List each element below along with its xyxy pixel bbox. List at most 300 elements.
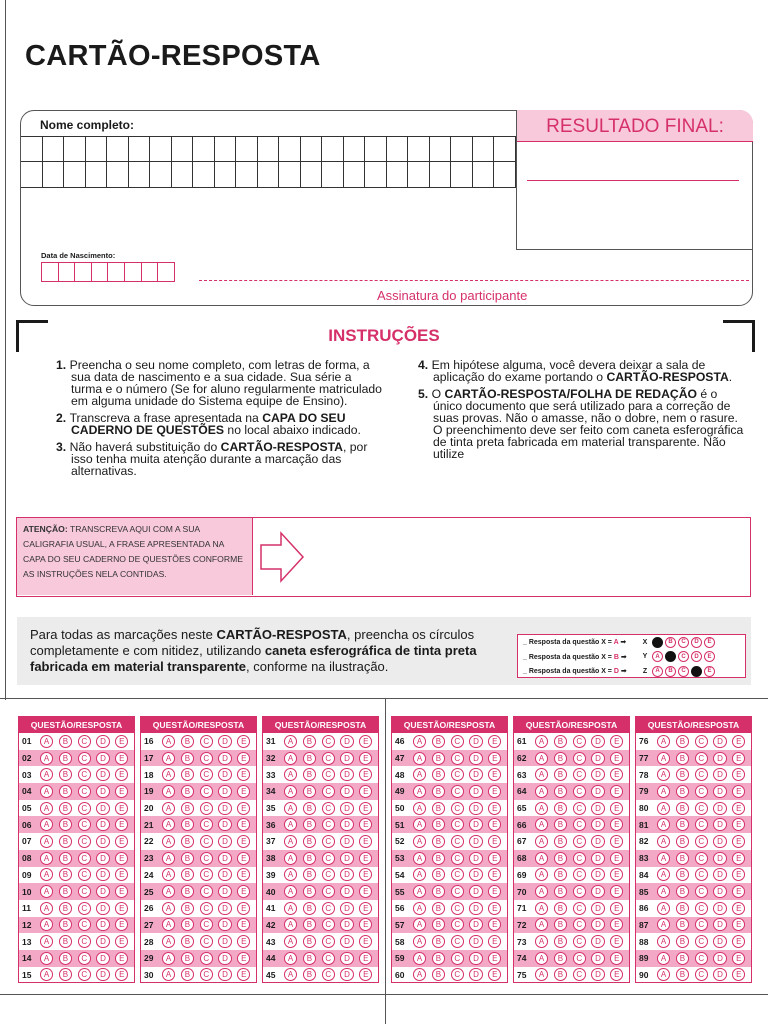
option-bubble[interactable]: C — [322, 835, 335, 848]
option-bubble[interactable]: D — [218, 935, 231, 948]
option-bubble[interactable]: B — [432, 802, 445, 815]
name-letter-cell[interactable] — [387, 137, 409, 162]
option-bubble[interactable]: D — [713, 802, 726, 815]
option-bubble[interactable]: B — [432, 818, 445, 831]
option-bubble[interactable]: A — [535, 918, 548, 931]
option-bubble[interactable]: C — [322, 818, 335, 831]
option-bubble[interactable]: A — [40, 952, 53, 965]
option-bubble[interactable]: D — [713, 735, 726, 748]
option-bubble[interactable]: E — [488, 768, 501, 781]
option-bubble[interactable]: C — [451, 952, 464, 965]
option-bubble[interactable]: A — [162, 868, 175, 881]
option-bubble[interactable]: C — [322, 918, 335, 931]
option-bubble[interactable]: D — [713, 968, 726, 981]
option-bubble[interactable]: B — [181, 785, 194, 798]
option-bubble[interactable]: B — [432, 785, 445, 798]
option-bubble[interactable]: D — [96, 785, 109, 798]
option-bubble[interactable]: E — [115, 885, 128, 898]
option-bubble[interactable]: E — [488, 868, 501, 881]
option-bubble[interactable]: A — [413, 818, 426, 831]
option-bubble[interactable]: A — [162, 918, 175, 931]
option-bubble[interactable]: A — [162, 835, 175, 848]
option-bubble[interactable]: C — [573, 935, 586, 948]
option-bubble[interactable]: C — [78, 835, 91, 848]
option-bubble[interactable]: C — [200, 785, 213, 798]
option-bubble[interactable]: A — [40, 902, 53, 915]
option-bubble[interactable]: C — [695, 852, 708, 865]
name-letter-cell[interactable] — [451, 137, 473, 162]
option-bubble[interactable]: C — [322, 935, 335, 948]
option-bubble[interactable]: B — [554, 768, 567, 781]
option-bubble[interactable]: B — [676, 935, 689, 948]
option-bubble[interactable]: C — [200, 935, 213, 948]
option-bubble[interactable]: B — [554, 868, 567, 881]
option-bubble[interactable]: C — [322, 852, 335, 865]
option-bubble[interactable]: E — [610, 902, 623, 915]
option-bubble[interactable]: D — [591, 852, 604, 865]
option-bubble[interactable]: D — [96, 968, 109, 981]
option-bubble[interactable]: E — [488, 902, 501, 915]
option-bubble[interactable]: E — [237, 968, 250, 981]
name-letter-cell[interactable] — [473, 162, 495, 187]
option-bubble[interactable]: D — [713, 935, 726, 948]
option-bubble[interactable]: E — [237, 768, 250, 781]
option-bubble[interactable]: B — [59, 818, 72, 831]
option-bubble[interactable]: B — [554, 852, 567, 865]
option-bubble[interactable]: C — [78, 802, 91, 815]
option-bubble[interactable]: E — [732, 802, 745, 815]
option-bubble[interactable]: C — [200, 968, 213, 981]
option-bubble[interactable]: E — [488, 968, 501, 981]
option-bubble[interactable]: C — [573, 968, 586, 981]
option-bubble[interactable]: B — [554, 802, 567, 815]
option-bubble[interactable]: A — [162, 818, 175, 831]
option-bubble[interactable]: A — [162, 902, 175, 915]
option-bubble[interactable]: E — [610, 952, 623, 965]
option-bubble[interactable]: E — [237, 868, 250, 881]
option-bubble[interactable]: D — [591, 918, 604, 931]
option-bubble[interactable]: C — [78, 752, 91, 765]
option-bubble[interactable]: A — [40, 968, 53, 981]
option-bubble[interactable]: B — [59, 735, 72, 748]
option-bubble[interactable]: B — [554, 785, 567, 798]
option-bubble[interactable]: C — [78, 885, 91, 898]
option-bubble[interactable]: A — [284, 952, 297, 965]
option-bubble[interactable]: B — [432, 968, 445, 981]
option-bubble[interactable]: B — [303, 935, 316, 948]
option-bubble[interactable]: A — [535, 902, 548, 915]
option-bubble[interactable]: E — [237, 835, 250, 848]
option-bubble[interactable]: A — [162, 735, 175, 748]
name-letter-cell[interactable] — [64, 137, 86, 162]
option-bubble[interactable]: D — [96, 835, 109, 848]
option-bubble[interactable]: A — [40, 768, 53, 781]
option-bubble[interactable]: E — [115, 868, 128, 881]
name-letter-cell[interactable] — [494, 162, 516, 187]
option-bubble[interactable]: D — [340, 868, 353, 881]
option-bubble[interactable]: A — [284, 935, 297, 948]
dob-digit-cell[interactable] — [157, 262, 175, 282]
option-bubble[interactable]: B — [181, 768, 194, 781]
option-bubble[interactable]: C — [695, 835, 708, 848]
option-bubble[interactable]: A — [40, 835, 53, 848]
option-bubble[interactable]: D — [96, 885, 109, 898]
option-bubble[interactable]: A — [657, 818, 670, 831]
option-bubble[interactable]: D — [591, 968, 604, 981]
name-input-grid[interactable] — [21, 136, 516, 188]
dob-digit-cell[interactable] — [124, 262, 142, 282]
option-bubble[interactable]: A — [413, 885, 426, 898]
option-bubble[interactable]: B — [554, 752, 567, 765]
option-bubble[interactable]: E — [359, 968, 372, 981]
option-bubble[interactable]: D — [713, 852, 726, 865]
option-bubble[interactable]: A — [657, 785, 670, 798]
name-letter-cell[interactable] — [64, 162, 86, 187]
option-bubble[interactable]: A — [284, 868, 297, 881]
option-bubble[interactable]: A — [535, 952, 548, 965]
option-bubble[interactable]: B — [432, 852, 445, 865]
option-bubble[interactable]: D — [713, 868, 726, 881]
option-bubble[interactable]: B — [554, 818, 567, 831]
option-bubble[interactable]: A — [657, 835, 670, 848]
option-bubble[interactable]: B — [181, 918, 194, 931]
option-bubble[interactable]: A — [40, 785, 53, 798]
option-bubble[interactable]: E — [115, 752, 128, 765]
option-bubble[interactable]: A — [40, 918, 53, 931]
option-bubble[interactable]: E — [115, 852, 128, 865]
option-bubble[interactable]: C — [451, 902, 464, 915]
option-bubble[interactable]: A — [535, 968, 548, 981]
option-bubble[interactable]: D — [713, 885, 726, 898]
option-bubble[interactable]: E — [610, 918, 623, 931]
option-bubble[interactable]: E — [359, 852, 372, 865]
option-bubble[interactable]: A — [657, 968, 670, 981]
option-bubble[interactable]: E — [237, 802, 250, 815]
option-bubble[interactable]: B — [303, 952, 316, 965]
option-bubble[interactable]: C — [695, 818, 708, 831]
option-bubble[interactable]: C — [695, 752, 708, 765]
option-bubble[interactable]: A — [535, 785, 548, 798]
option-bubble[interactable]: E — [610, 768, 623, 781]
option-bubble[interactable]: E — [359, 918, 372, 931]
option-bubble[interactable]: A — [162, 802, 175, 815]
option-bubble[interactable]: C — [695, 868, 708, 881]
option-bubble[interactable]: B — [432, 752, 445, 765]
dob-digit-cell[interactable] — [58, 262, 76, 282]
option-bubble[interactable]: C — [451, 818, 464, 831]
option-bubble[interactable]: A — [413, 802, 426, 815]
option-bubble[interactable]: D — [591, 735, 604, 748]
option-bubble[interactable]: B — [181, 835, 194, 848]
option-bubble[interactable]: E — [237, 918, 250, 931]
option-bubble[interactable]: C — [451, 868, 464, 881]
option-bubble[interactable]: E — [610, 835, 623, 848]
option-bubble[interactable]: E — [732, 935, 745, 948]
option-bubble[interactable]: A — [162, 935, 175, 948]
option-bubble[interactable]: E — [732, 968, 745, 981]
option-bubble[interactable]: A — [162, 968, 175, 981]
option-bubble[interactable]: D — [96, 752, 109, 765]
name-letter-cell[interactable] — [21, 162, 43, 187]
option-bubble[interactable]: D — [469, 968, 482, 981]
name-letter-cell[interactable] — [408, 162, 430, 187]
option-bubble[interactable]: B — [181, 868, 194, 881]
option-bubble[interactable]: E — [610, 868, 623, 881]
name-letter-cell[interactable] — [451, 162, 473, 187]
name-letter-cell[interactable] — [236, 137, 258, 162]
option-bubble[interactable]: C — [200, 768, 213, 781]
option-bubble[interactable]: B — [432, 835, 445, 848]
option-bubble[interactable]: D — [340, 968, 353, 981]
option-bubble[interactable]: B — [181, 852, 194, 865]
option-bubble[interactable]: C — [322, 735, 335, 748]
option-bubble[interactable]: D — [713, 768, 726, 781]
option-bubble[interactable]: E — [610, 802, 623, 815]
option-bubble[interactable]: A — [657, 902, 670, 915]
name-letter-cell[interactable] — [236, 162, 258, 187]
option-bubble[interactable]: B — [676, 818, 689, 831]
option-bubble[interactable]: A — [162, 768, 175, 781]
option-bubble[interactable]: B — [432, 902, 445, 915]
option-bubble[interactable]: D — [591, 768, 604, 781]
option-bubble[interactable]: E — [488, 885, 501, 898]
option-bubble[interactable]: D — [218, 735, 231, 748]
option-bubble[interactable]: C — [322, 902, 335, 915]
option-bubble[interactable]: B — [432, 885, 445, 898]
option-bubble[interactable]: D — [96, 818, 109, 831]
option-bubble[interactable]: A — [40, 868, 53, 881]
option-bubble[interactable]: C — [322, 752, 335, 765]
option-bubble[interactable]: E — [610, 735, 623, 748]
option-bubble[interactable]: E — [115, 802, 128, 815]
option-bubble[interactable]: A — [284, 818, 297, 831]
name-letter-cell[interactable] — [129, 162, 151, 187]
option-bubble[interactable]: B — [676, 902, 689, 915]
option-bubble[interactable]: D — [340, 885, 353, 898]
name-letter-cell[interactable] — [387, 162, 409, 187]
option-bubble[interactable]: A — [413, 918, 426, 931]
option-bubble[interactable]: D — [96, 868, 109, 881]
option-bubble[interactable]: E — [488, 835, 501, 848]
option-bubble[interactable]: E — [359, 868, 372, 881]
dob-digit-cell[interactable] — [141, 262, 159, 282]
option-bubble[interactable]: B — [676, 835, 689, 848]
option-bubble[interactable]: C — [200, 852, 213, 865]
option-bubble[interactable]: C — [695, 735, 708, 748]
option-bubble[interactable]: C — [695, 952, 708, 965]
name-letter-cell[interactable] — [107, 162, 129, 187]
option-bubble[interactable]: B — [676, 918, 689, 931]
option-bubble[interactable]: A — [413, 785, 426, 798]
option-bubble[interactable]: E — [732, 785, 745, 798]
option-bubble[interactable]: C — [78, 868, 91, 881]
option-bubble[interactable]: D — [96, 902, 109, 915]
option-bubble[interactable]: B — [59, 868, 72, 881]
option-bubble[interactable]: C — [200, 918, 213, 931]
option-bubble[interactable]: B — [554, 968, 567, 981]
option-bubble[interactable]: B — [303, 902, 316, 915]
option-bubble[interactable]: D — [469, 785, 482, 798]
option-bubble[interactable]: A — [284, 735, 297, 748]
option-bubble[interactable]: D — [96, 802, 109, 815]
option-bubble[interactable]: A — [40, 735, 53, 748]
option-bubble[interactable]: C — [451, 735, 464, 748]
option-bubble[interactable]: B — [59, 752, 72, 765]
option-bubble[interactable]: D — [469, 768, 482, 781]
option-bubble[interactable]: A — [657, 802, 670, 815]
option-bubble[interactable]: D — [340, 735, 353, 748]
option-bubble[interactable]: C — [78, 768, 91, 781]
option-bubble[interactable]: B — [554, 952, 567, 965]
option-bubble[interactable]: E — [732, 752, 745, 765]
option-bubble[interactable]: E — [359, 885, 372, 898]
option-bubble[interactable]: E — [237, 785, 250, 798]
option-bubble[interactable]: B — [59, 785, 72, 798]
option-bubble[interactable]: E — [359, 835, 372, 848]
option-bubble[interactable]: D — [591, 885, 604, 898]
option-bubble[interactable]: E — [237, 952, 250, 965]
option-bubble[interactable]: E — [488, 785, 501, 798]
option-bubble[interactable]: E — [732, 768, 745, 781]
option-bubble[interactable]: D — [340, 785, 353, 798]
option-bubble[interactable]: B — [676, 885, 689, 898]
option-bubble[interactable]: A — [413, 902, 426, 915]
option-bubble[interactable]: B — [303, 885, 316, 898]
option-bubble[interactable]: C — [451, 752, 464, 765]
option-bubble[interactable]: A — [657, 852, 670, 865]
option-bubble[interactable]: C — [695, 768, 708, 781]
option-bubble[interactable]: B — [59, 885, 72, 898]
option-bubble[interactable]: D — [469, 802, 482, 815]
option-bubble[interactable]: D — [469, 902, 482, 915]
option-bubble[interactable]: C — [200, 752, 213, 765]
name-letter-cell[interactable] — [215, 137, 237, 162]
option-bubble[interactable]: E — [359, 768, 372, 781]
name-letter-cell[interactable] — [258, 162, 280, 187]
dob-digit-cell[interactable] — [91, 262, 109, 282]
option-bubble[interactable]: C — [200, 902, 213, 915]
option-bubble[interactable]: D — [591, 902, 604, 915]
option-bubble[interactable]: E — [115, 785, 128, 798]
option-bubble[interactable]: C — [200, 735, 213, 748]
option-bubble[interactable]: D — [218, 752, 231, 765]
option-bubble[interactable]: C — [573, 952, 586, 965]
option-bubble[interactable]: D — [340, 918, 353, 931]
option-bubble[interactable]: D — [591, 818, 604, 831]
option-bubble[interactable]: D — [218, 835, 231, 848]
option-bubble[interactable]: B — [181, 935, 194, 948]
option-bubble[interactable]: E — [610, 818, 623, 831]
option-bubble[interactable]: E — [488, 935, 501, 948]
option-bubble[interactable]: E — [115, 935, 128, 948]
option-bubble[interactable]: B — [181, 735, 194, 748]
option-bubble[interactable]: C — [322, 868, 335, 881]
option-bubble[interactable]: A — [413, 952, 426, 965]
option-bubble[interactable]: B — [554, 735, 567, 748]
option-bubble[interactable]: E — [237, 852, 250, 865]
option-bubble[interactable]: D — [218, 952, 231, 965]
option-bubble[interactable]: C — [573, 735, 586, 748]
option-bubble[interactable]: C — [451, 835, 464, 848]
option-bubble[interactable]: A — [40, 935, 53, 948]
name-letter-cell[interactable] — [408, 137, 430, 162]
option-bubble[interactable]: D — [469, 835, 482, 848]
option-bubble[interactable]: A — [657, 918, 670, 931]
option-bubble[interactable]: B — [181, 752, 194, 765]
option-bubble[interactable]: A — [535, 835, 548, 848]
option-bubble[interactable]: E — [237, 735, 250, 748]
option-bubble[interactable]: C — [573, 885, 586, 898]
option-bubble[interactable]: D — [218, 852, 231, 865]
option-bubble[interactable]: E — [359, 952, 372, 965]
option-bubble[interactable]: C — [78, 818, 91, 831]
option-bubble[interactable]: C — [695, 918, 708, 931]
option-bubble[interactable]: E — [115, 968, 128, 981]
option-bubble[interactable]: A — [284, 852, 297, 865]
name-letter-cell[interactable] — [43, 137, 65, 162]
option-bubble[interactable]: A — [284, 885, 297, 898]
dob-digit-cell[interactable] — [74, 262, 92, 282]
option-bubble[interactable]: E — [359, 902, 372, 915]
option-bubble[interactable]: C — [451, 785, 464, 798]
option-bubble[interactable]: B — [554, 835, 567, 848]
option-bubble[interactable]: C — [573, 902, 586, 915]
option-bubble[interactable]: C — [200, 835, 213, 848]
name-letter-cell[interactable] — [129, 137, 151, 162]
option-bubble[interactable]: B — [676, 785, 689, 798]
name-letter-cell[interactable] — [322, 162, 344, 187]
option-bubble[interactable]: E — [359, 752, 372, 765]
option-bubble[interactable]: B — [676, 752, 689, 765]
option-bubble[interactable]: C — [78, 968, 91, 981]
option-bubble[interactable]: D — [340, 902, 353, 915]
option-bubble[interactable]: D — [340, 818, 353, 831]
option-bubble[interactable]: E — [359, 802, 372, 815]
option-bubble[interactable]: D — [218, 918, 231, 931]
option-bubble[interactable]: B — [676, 735, 689, 748]
name-letter-cell[interactable] — [172, 162, 194, 187]
option-bubble[interactable]: D — [713, 818, 726, 831]
option-bubble[interactable]: C — [451, 802, 464, 815]
option-bubble[interactable]: A — [535, 802, 548, 815]
option-bubble[interactable]: E — [488, 918, 501, 931]
option-bubble[interactable]: A — [40, 885, 53, 898]
option-bubble[interactable]: E — [732, 918, 745, 931]
option-bubble[interactable]: C — [451, 885, 464, 898]
name-letter-cell[interactable] — [172, 137, 194, 162]
option-bubble[interactable]: B — [432, 918, 445, 931]
name-letter-cell[interactable] — [430, 137, 452, 162]
option-bubble[interactable]: B — [303, 818, 316, 831]
dob-digit-cell[interactable] — [41, 262, 59, 282]
option-bubble[interactable]: E — [115, 735, 128, 748]
option-bubble[interactable]: A — [284, 768, 297, 781]
option-bubble[interactable]: E — [488, 802, 501, 815]
option-bubble[interactable]: B — [59, 802, 72, 815]
option-bubble[interactable]: C — [573, 918, 586, 931]
option-bubble[interactable]: B — [303, 735, 316, 748]
option-bubble[interactable]: A — [284, 802, 297, 815]
option-bubble[interactable]: A — [284, 752, 297, 765]
option-bubble[interactable]: B — [181, 802, 194, 815]
option-bubble[interactable]: E — [359, 785, 372, 798]
option-bubble[interactable]: C — [78, 918, 91, 931]
option-bubble[interactable]: A — [657, 752, 670, 765]
option-bubble[interactable]: A — [413, 752, 426, 765]
name-letter-cell[interactable] — [21, 137, 43, 162]
name-letter-cell[interactable] — [322, 137, 344, 162]
option-bubble[interactable]: E — [115, 818, 128, 831]
